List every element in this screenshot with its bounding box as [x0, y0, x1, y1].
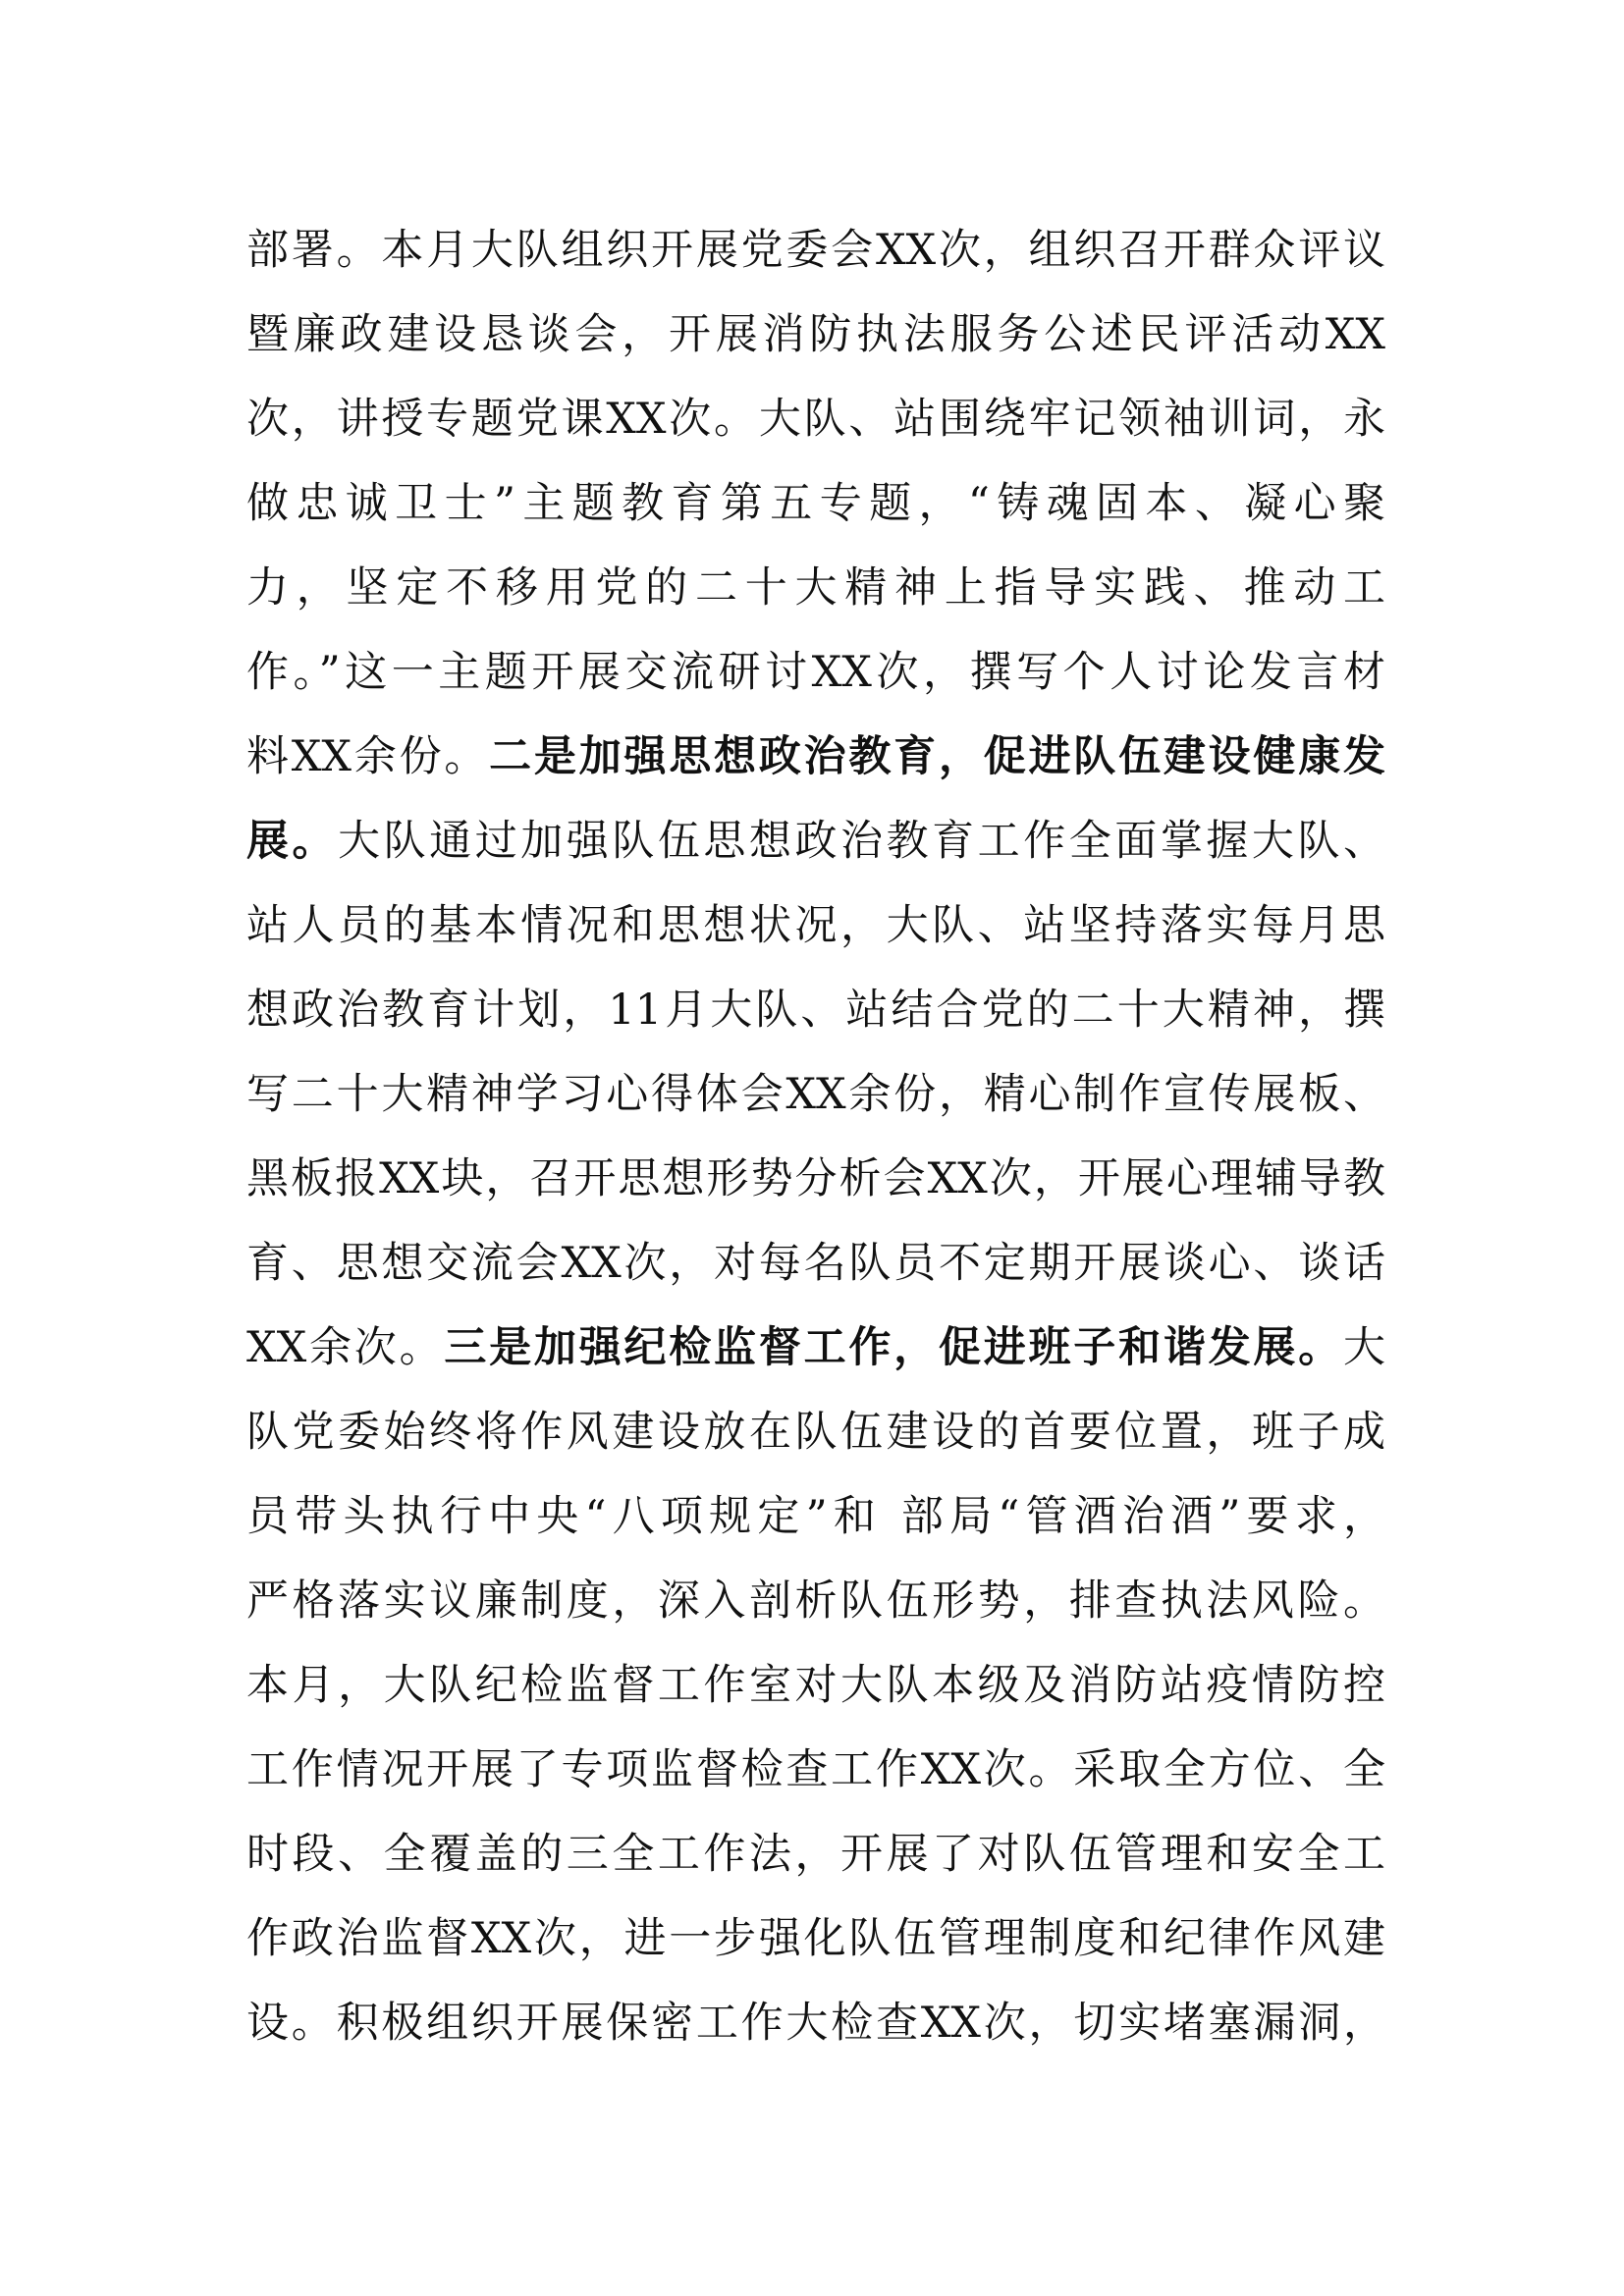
- paragraph-text: 设。积极组织开展保密工作大检查XX次，切实堵塞漏洞，: [246, 1999, 1385, 2048]
- paragraph-text: XX余次。: [246, 1323, 445, 1372]
- body-text: [246, 208, 1385, 2065]
- paragraph-text: 大: [1343, 1323, 1385, 1372]
- text-line: [246, 1137, 1385, 1221]
- paragraph-text: 大队通过加强队伍思想政治教育工作全面掌握大队、: [338, 817, 1386, 866]
- paragraph-text: 黑板报XX块，召开思想形势分析会XX次，开展心理辅导教: [246, 1154, 1385, 1203]
- text-line: [246, 1390, 1385, 1474]
- text-line: [246, 1812, 1385, 1896]
- paragraph-text: 站人员的基本情况和思想状况，大队、站坚持落实每月思: [246, 901, 1385, 950]
- text-line: [246, 546, 1385, 630]
- text-line: [246, 377, 1385, 461]
- text-line: [246, 1559, 1385, 1643]
- paragraph-text: 队党委始终将作风建设放在队伍建设的首要位置，班子成: [246, 1408, 1385, 1457]
- paragraph-text: 做忠诚卫士”主题教育第五专题，“铸魂固本、凝心聚: [246, 479, 1385, 528]
- text-line: [246, 461, 1385, 546]
- paragraph-text: 本月，大队纪检监督工作室对大队本级及消防站疫情防控: [246, 1661, 1385, 1710]
- paragraph-text: 次，讲授专题党课XX次。大队、站围绕牢记领袖训词，永: [246, 395, 1385, 444]
- text-line: [246, 1306, 1385, 1390]
- paragraph-text: 严格落实议廉制度，深入剖析队伍形势，排查执法风险。: [246, 1576, 1385, 1626]
- text-line: [246, 1643, 1385, 1728]
- text-line: [246, 799, 1385, 883]
- text-line: [246, 1052, 1385, 1137]
- paragraph-text: 时段、全覆盖的三全工作法，开展了对队伍管理和安全工: [246, 1830, 1385, 1879]
- text-line: [246, 1896, 1385, 1981]
- text-line: [246, 1221, 1385, 1306]
- text-line: [246, 630, 1385, 715]
- paragraph-text: 工作情况开展了专项监督检查工作XX次。采取全方位、全: [246, 1745, 1385, 1794]
- paragraph-text: 写二十大精神学习心得体会XX余份，精心制作宣传展板、: [246, 1070, 1385, 1119]
- paragraph-text: 作。”这一主题开展交流研讨XX次，撰写个人讨论发言材: [246, 648, 1385, 697]
- text-line: [246, 293, 1385, 377]
- text-line: [246, 715, 1385, 799]
- bold-heading-text: 二是加强思想政治教育，促进队伍建设健康发: [489, 732, 1385, 781]
- paragraph-text: 作政治监督XX次，进一步强化队伍管理制度和纪律作风建: [246, 1914, 1385, 1963]
- text-line: [246, 1981, 1385, 2065]
- text-line: [246, 968, 1385, 1052]
- paragraph-text: 部署。本月大队组织开展党委会XX次，组织召开群众评议: [246, 226, 1385, 275]
- text-line: [246, 1474, 1385, 1559]
- text-line: [246, 1728, 1385, 1812]
- paragraph-text: 想政治教育计划，11月大队、站结合党的二十大精神，撰: [246, 986, 1385, 1035]
- paragraph-text: 力，坚定不移用党的二十大精神上指导实践、推动工: [246, 563, 1385, 613]
- paragraph-text: 暨廉政建设恳谈会，开展消防执法服务公述民评活动XX: [246, 310, 1385, 359]
- paragraph-text: 育、思想交流会XX次，对每名队员不定期开展谈心、谈话: [246, 1239, 1385, 1288]
- paragraph-text: 料XX余份。: [246, 732, 490, 781]
- bold-heading-text: 展。: [246, 817, 339, 866]
- text-line: [246, 883, 1385, 968]
- text-line: [246, 208, 1385, 293]
- bold-heading-text: 三是加强纪检监督工作，促进班子和谐发展。: [444, 1323, 1343, 1372]
- paragraph-text: 员带头执行中央“八项规定”和 部局“管酒治酒”要求，: [246, 1492, 1385, 1541]
